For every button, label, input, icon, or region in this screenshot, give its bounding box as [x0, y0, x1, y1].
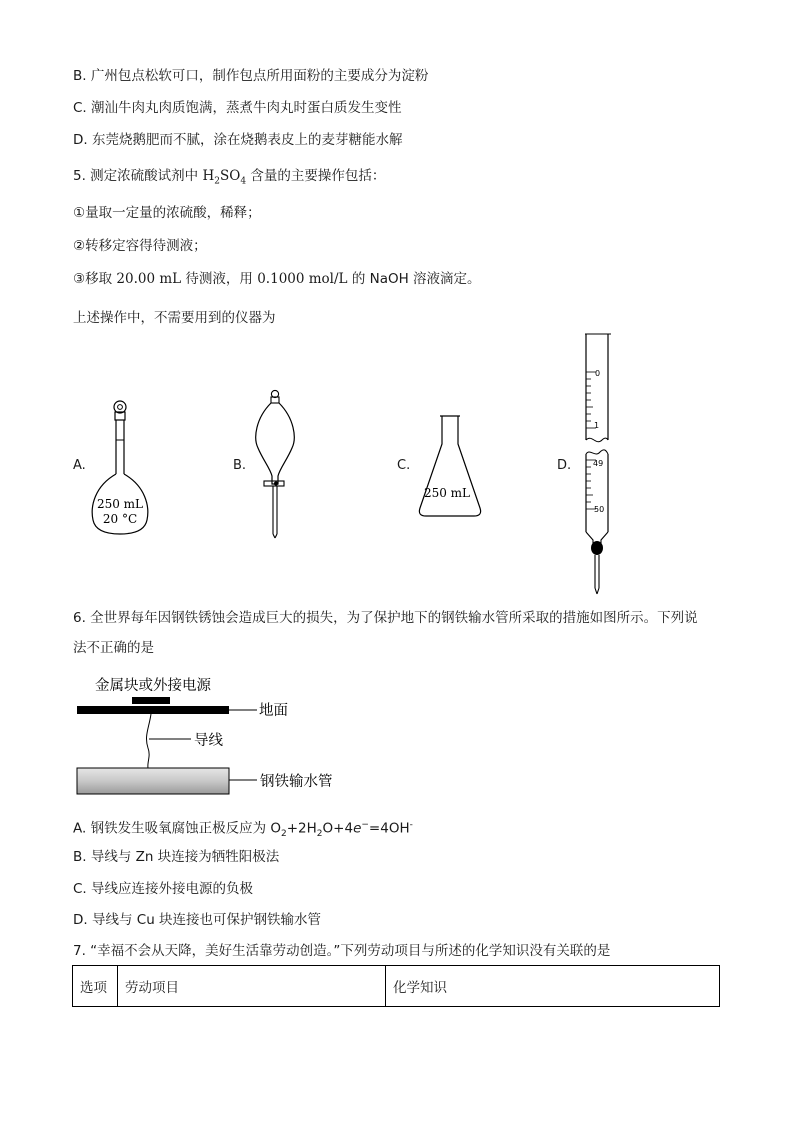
step3-concentration: 0.1000 mol/L — [257, 271, 348, 287]
flask-volume-text: 250 mL — [96, 497, 144, 511]
option-a-label: A. — [73, 458, 86, 473]
q6a-electron: e — [353, 820, 362, 837]
q5-stem — [73, 167, 385, 191]
q4-option-d: D. 东莞烧鹅肥而不腻，涂在烧鹅表皮上的麦芽糖能水解 — [73, 132, 403, 148]
erlenmeyer-flask-icon — [414, 414, 486, 520]
q6a-oh-charge: - — [409, 820, 413, 830]
option-c-label: C. — [397, 458, 411, 473]
burette-mark-1: 1 — [594, 421, 600, 430]
flask-temp-text: 20 °C — [102, 512, 138, 526]
q6a-pre: A. 钢铁发生吸氧腐蚀正极反应为 O — [73, 820, 281, 837]
q5-step3 — [73, 270, 481, 288]
formula-sub-2: 2 — [214, 176, 220, 187]
label-metal-block: 金属块或外接电源 — [95, 678, 211, 694]
q4-option-c: C. 潮汕牛肉丸肉质饱满，蒸煮牛肉丸时蛋白质发生变性 — [73, 100, 402, 116]
label-ground: 地面 — [259, 703, 288, 719]
burette-mark-49: 49 — [593, 459, 604, 468]
formula-sub-4: 4 — [240, 176, 247, 187]
q6a-mid1: +2H — [286, 820, 317, 837]
q5-stem-pre: 5. 测定浓硫酸试剂中 — [73, 168, 199, 184]
steel-pipe-shape — [77, 768, 229, 794]
q6-stem-line2: 法不正确的是 — [73, 640, 154, 656]
q6-option-d: D. 导线与 Cu 块连接也可保护钢铁输水管 — [73, 912, 322, 928]
formula-h: H — [202, 168, 215, 184]
q6a-mid2: O+4 — [322, 820, 354, 837]
formula-so: SO — [219, 168, 241, 184]
q7-table — [72, 965, 720, 1007]
q4-option-b: B. 广州包点松软可口，制作包点所用面粉的主要成分为淀粉 — [73, 68, 429, 84]
q5-formula — [202, 168, 247, 187]
step3-post: 的 NaOH 溶液滴定。 — [351, 271, 481, 287]
wire-shape — [146, 714, 151, 768]
burette-mark-50: 50 — [594, 505, 605, 514]
burette-icon — [578, 332, 618, 598]
table-header-option: 选项 — [73, 966, 118, 1007]
label-pipe: 钢铁输水管 — [260, 774, 333, 790]
q6a-sub2: 2 — [316, 829, 323, 840]
q5-question: 上述操作中，不需要用到的仪器为 — [73, 310, 276, 326]
separatory-funnel-icon — [250, 388, 300, 540]
q6a-sub1: 2 — [281, 829, 287, 840]
q6-option-b: B. 导线与 Zn 块连接为牺牲阳极法 — [73, 849, 280, 865]
q7-stem: 7. “幸福不会从天降，美好生活靠劳动创造。”下列劳动项目与所述的化学知识没有关联的是 — [73, 943, 611, 959]
q6-option-a — [73, 816, 413, 843]
option-b-label: B. — [233, 458, 247, 473]
q6a-electron-charge: − — [361, 820, 369, 830]
option-d-label: D. — [557, 458, 572, 473]
q5-step1: ①量取一定量的浓硫酸，稀释； — [73, 205, 261, 221]
table-header-knowledge: 化学知识 — [386, 966, 720, 1007]
burette-mark-0: 0 — [595, 369, 601, 378]
cathodic-protection-diagram — [74, 672, 344, 800]
q6-option-c: C. 导线应连接外接电源的负极 — [73, 881, 254, 897]
step3-pre: ③移取 — [73, 271, 113, 287]
table-header-task: 劳动项目 — [118, 966, 386, 1007]
metal-block-shape — [132, 697, 170, 704]
q5-step2: ②转移定容得待测液； — [73, 238, 207, 254]
erlen-volume-text: 250 mL — [423, 486, 471, 500]
step3-volume: 20.00 mL — [116, 271, 182, 287]
table-header-row — [73, 966, 720, 1007]
q5-stem-post: 含量的主要操作包括： — [250, 168, 386, 184]
ground-layer-shape — [77, 706, 229, 714]
volumetric-flask-icon — [85, 396, 155, 538]
label-wire: 导线 — [194, 733, 223, 749]
step3-mid: 待测液，用 — [185, 271, 253, 287]
q6-stem-line1: 6. 全世界每年因钢铁锈蚀会造成巨大的损失，为了保护地下的钢铁输水管所采取的措施如图所示。下列说 — [73, 610, 698, 626]
q6a-mid3: =4OH — [368, 820, 410, 837]
